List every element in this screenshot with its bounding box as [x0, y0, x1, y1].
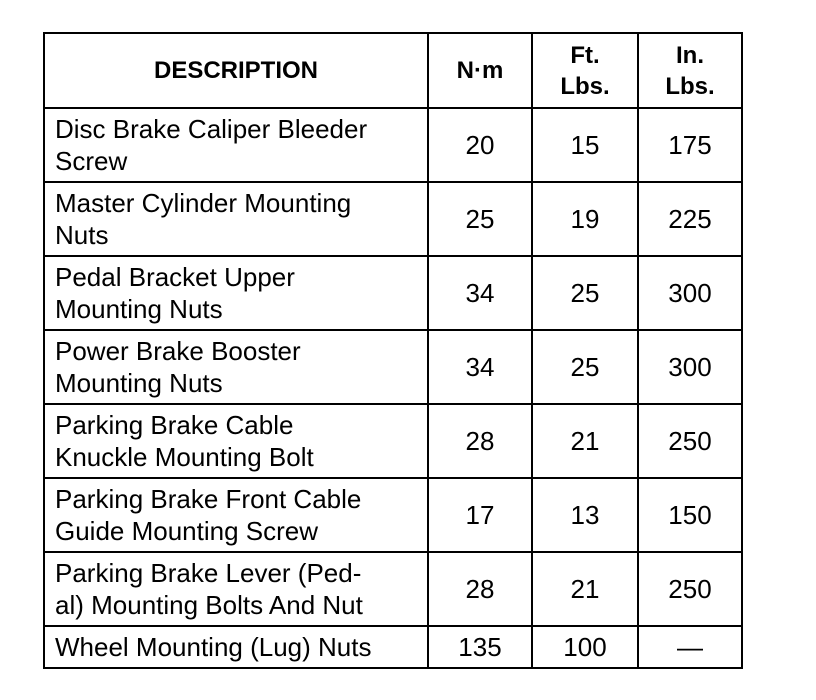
row-description-line2: Knuckle Mounting Bolt: [55, 442, 314, 472]
row-description: [44, 552, 428, 626]
row-description-line1: Disc Brake Caliper Bleeder: [55, 114, 368, 144]
table-row: [44, 330, 742, 404]
row-in-lbs-value: 300: [638, 256, 742, 330]
row-description: [44, 330, 428, 404]
table-row: [44, 256, 742, 330]
row-description-line1: Pedal Bracket Upper: [55, 262, 295, 292]
row-nm-value: 17: [428, 478, 532, 552]
row-description-line1: Parking Brake Front Cable: [55, 484, 362, 514]
row-ft-lbs-value: 21: [532, 404, 638, 478]
row-description-line1: Parking Brake Lever (Ped-: [55, 558, 362, 588]
header-in-lbs: [638, 33, 742, 108]
row-in-lbs-value: 175: [638, 108, 742, 182]
row-ft-lbs-value: 21: [532, 552, 638, 626]
row-in-lbs-value: 300: [638, 330, 742, 404]
row-in-lbs-value: —: [638, 626, 742, 668]
row-nm-value: 28: [428, 552, 532, 626]
row-ft-lbs-value: 15: [532, 108, 638, 182]
torque-spec-table: [43, 32, 743, 669]
table-row: [44, 626, 742, 668]
row-description: [44, 182, 428, 256]
row-in-lbs-value: 225: [638, 182, 742, 256]
row-description-line1: Master Cylinder Mounting: [55, 188, 352, 218]
header-ft-lbs-line2: Lbs.: [560, 72, 610, 100]
header-nm: N·m: [428, 33, 532, 108]
row-description-line2: Guide Mounting Screw: [55, 516, 319, 546]
row-description-line2: Mounting Nuts: [55, 294, 223, 324]
row-description-line2: Screw: [55, 146, 128, 176]
row-in-lbs-value: 150: [638, 478, 742, 552]
row-nm-value: 135: [428, 626, 532, 668]
row-description-line2: Nuts: [55, 220, 109, 250]
header-row: [44, 33, 742, 108]
row-nm-value: 20: [428, 108, 532, 182]
row-description-line2: Mounting Nuts: [55, 368, 223, 398]
table-row: [44, 182, 742, 256]
row-ft-lbs-value: 100: [532, 626, 638, 668]
header-description: DESCRIPTION: [44, 33, 428, 108]
header-in-lbs-line1: In.: [676, 41, 704, 69]
table-row: [44, 108, 742, 182]
table-row: [44, 404, 742, 478]
row-description: Wheel Mounting (Lug) Nuts: [44, 626, 428, 668]
header-ft-lbs-line1: Ft.: [570, 41, 600, 69]
row-ft-lbs-value: 13: [532, 478, 638, 552]
table-row: [44, 552, 742, 626]
row-description: [44, 404, 428, 478]
row-description-line2: al) Mounting Bolts And Nut: [55, 590, 363, 620]
row-description: [44, 108, 428, 182]
row-in-lbs-value: 250: [638, 404, 742, 478]
row-nm-value: 34: [428, 330, 532, 404]
row-ft-lbs-value: 25: [532, 256, 638, 330]
row-nm-value: 34: [428, 256, 532, 330]
row-ft-lbs-value: 25: [532, 330, 638, 404]
header-ft-lbs: [532, 33, 638, 108]
row-description: [44, 478, 428, 552]
row-ft-lbs-value: 19: [532, 182, 638, 256]
row-nm-value: 25: [428, 182, 532, 256]
row-description-line1: Power Brake Booster: [55, 336, 301, 366]
header-in-lbs-line2: Lbs.: [665, 72, 715, 100]
row-nm-value: 28: [428, 404, 532, 478]
row-description: [44, 256, 428, 330]
row-in-lbs-value: 250: [638, 552, 742, 626]
row-description-line1: Parking Brake Cable: [55, 410, 294, 440]
table-row: [44, 478, 742, 552]
